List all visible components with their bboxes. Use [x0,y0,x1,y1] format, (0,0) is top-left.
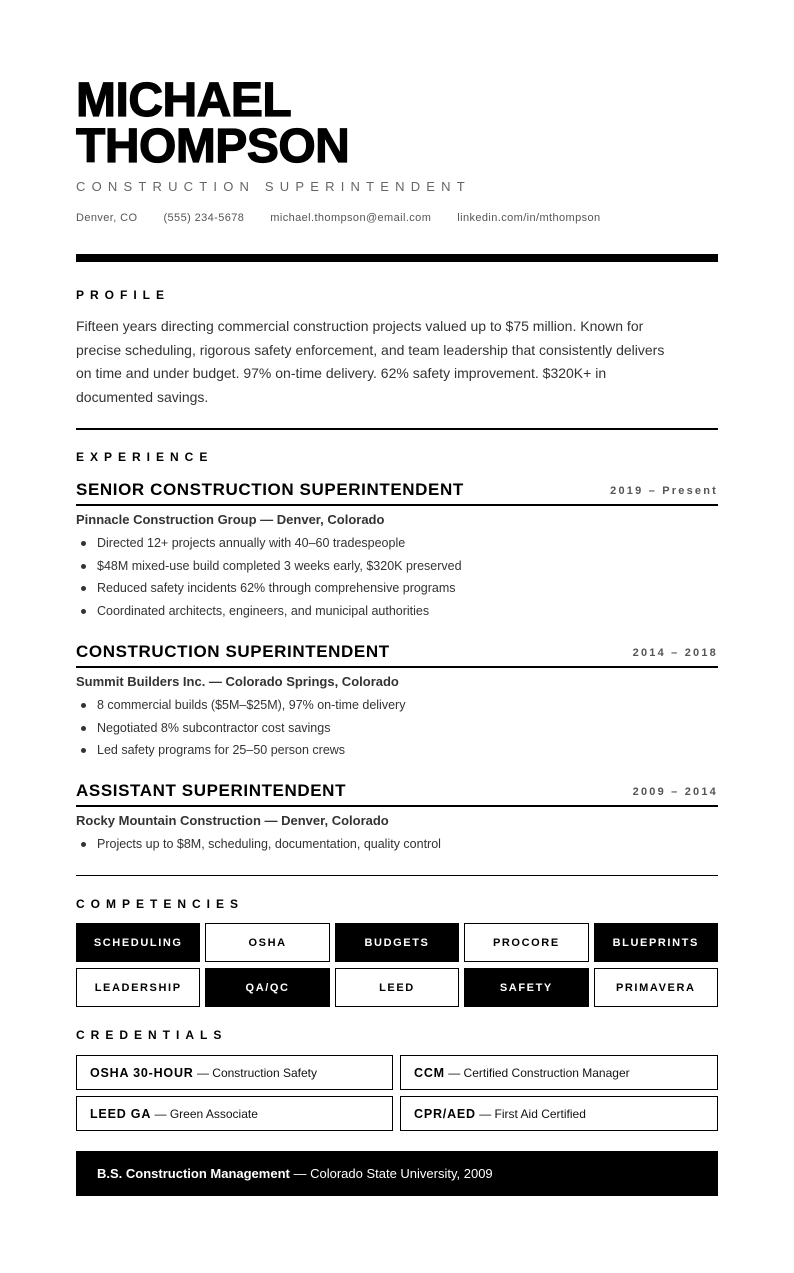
skill-tag: SCHEDULING [76,923,200,962]
name-first: MICHAEL [76,74,292,127]
credential-card [76,1096,393,1131]
job-bullets [76,833,718,856]
bullet-item: Led safety programs for 25–50 person crews [76,739,718,762]
credential-desc: — Construction Safety [193,1065,317,1080]
bullet-item: Negotiated 8% subcontractor cost savings [76,717,718,740]
job-dates: 2009 – 2014 [632,786,718,798]
job-title: ASSISTANT SUPERINTENDENT [76,781,347,800]
job-title: CONSTRUCTION SUPERINTENDENT [76,642,390,661]
credentials-grid [76,1055,718,1131]
bullet-item: Reduced safety incidents 62% through comprehensive programs [76,577,718,600]
job-title: SENIOR CONSTRUCTION SUPERINTENDENT [76,480,464,499]
section-heading-credentials: CREDENTIALS [76,1028,228,1042]
section-heading-competencies: COMPETENCIES [76,897,245,911]
job-bullets [76,694,718,762]
skill-tag: OSHA [205,923,329,962]
credential-card [400,1055,718,1090]
contact-location: Denver, CO [76,212,138,224]
credential-card [76,1055,393,1090]
bullet-item: 8 commercial builds ($5M–$25M), 97% on-time delivery [76,694,718,717]
job-title-subtitle: CONSTRUCTION SUPERINTENDENT [76,179,471,194]
bullet-item: Projects up to $8M, scheduling, documentation, quality control [76,833,718,856]
skill-tag: SAFETY [464,968,588,1007]
job-dates: 2019 – Present [610,485,718,497]
job-company: Pinnacle Construction Group — Denver, Colorado [76,512,385,527]
job-company: Summit Builders Inc. — Colorado Springs, Colorado [76,674,399,689]
bullet-item: $48M mixed-use build completed 3 weeks early, $320K preserved [76,555,718,578]
credential-name: OSHA 30-HOUR [90,1065,194,1080]
bullet-item: Coordinated architects, engineers, and municipal authorities [76,600,718,623]
competency-grid [76,923,718,1007]
contact-info [76,212,601,224]
skill-tag: QA/QC [205,968,329,1007]
section-heading-profile: PROFILE [76,288,171,302]
section-heading-experience: EXPERIENCE [76,450,214,464]
credential-name: CPR/AED [414,1106,476,1121]
education-bar [76,1151,718,1196]
skill-tag: BLUEPRINTS [594,923,718,962]
contact-linkedin[interactable]: linkedin.com/in/mthompson [457,212,601,224]
credential-card [400,1096,718,1131]
skill-tag: PRIMAVERA [594,968,718,1007]
skill-tag: LEADERSHIP [76,968,200,1007]
skill-tag: LEED [335,968,459,1007]
job-company: Rocky Mountain Construction — Denver, Colorado [76,813,389,828]
education-details: — Colorado State University, 2009 [289,1166,493,1181]
profile-summary: Fifteen years directing commercial construction projects valued up to $75 million. Known for precise scheduling, rigorous safety enforcement, and team leadership that consistently delivers on time and under budget. 97% on-time delivery. 62% safety improvement. $320K+ in documented savings. [76,318,665,405]
job-bullets [76,532,718,622]
credential-desc: — First Aid Certified [475,1106,586,1121]
job-entry [76,778,718,856]
credential-desc: — Certified Construction Manager [444,1065,630,1080]
section-divider [76,428,718,430]
section-divider [76,875,718,876]
job-entry [76,477,718,622]
education-degree: B.S. Construction Management [97,1166,290,1181]
credential-name: CCM [414,1065,445,1080]
name-last: THOMPSON [76,120,350,173]
job-dates: 2014 – 2018 [632,647,718,659]
job-header [76,639,718,668]
credential-name: LEED GA [90,1106,152,1121]
credential-desc: — Green Associate [151,1106,258,1121]
candidate-name [76,74,350,173]
header-divider [76,254,718,262]
contact-email[interactable]: michael.thompson@email.com [270,212,432,224]
job-header [76,477,718,506]
job-entry [76,639,718,762]
skill-tag: PROCORE [464,923,588,962]
job-header [76,778,718,807]
contact-phone: (555) 234-5678 [163,212,245,224]
skill-tag: BUDGETS [335,923,459,962]
bullet-item: Directed 12+ projects annually with 40–60 tradespeople [76,532,718,555]
